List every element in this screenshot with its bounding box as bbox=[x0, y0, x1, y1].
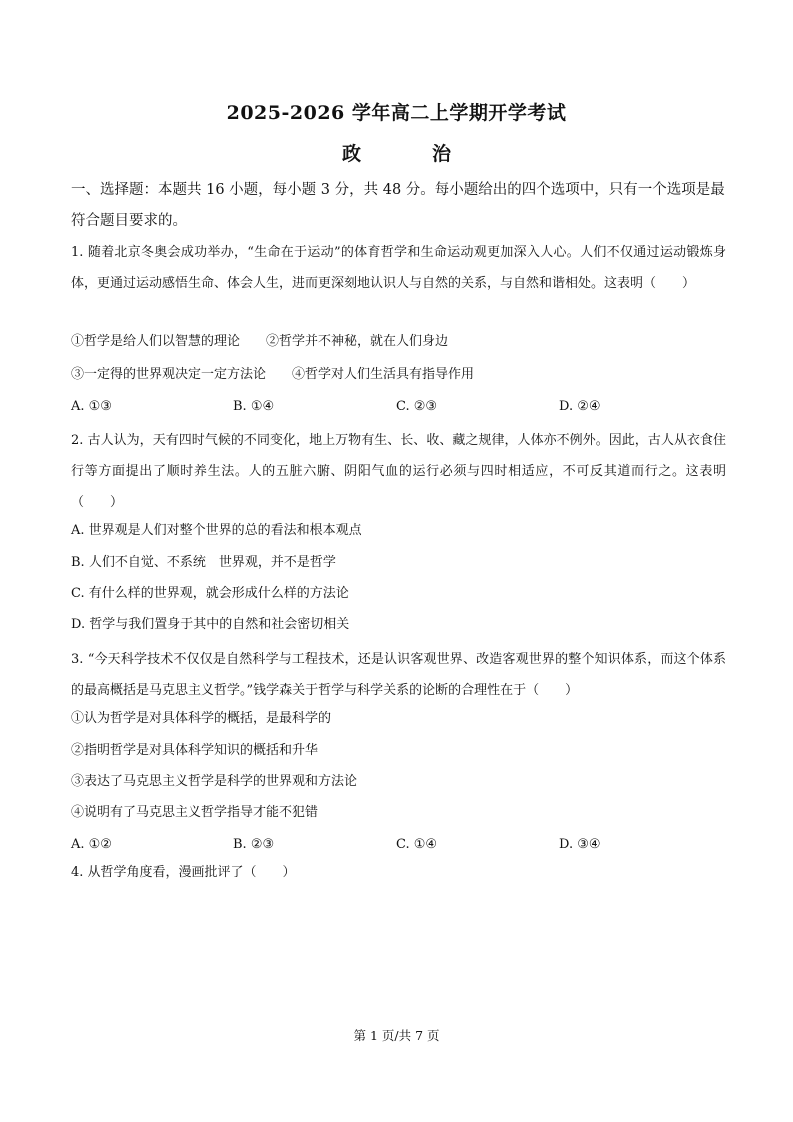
question-1-item-1: ①哲学是给人们以智慧的理论 ②哲学并不神秘，就在人们身边 bbox=[71, 334, 449, 349]
exam-title: 2025-2026 学年高二上学期开学考试 bbox=[226, 102, 567, 124]
question-1-item-2: ③一定得的世界观决定一定方法论 ④哲学对人们生活具有指导作用 bbox=[71, 367, 475, 382]
question-3-option-d: D. ③④ bbox=[559, 837, 601, 852]
question-2-option-a: A. 世界观是人们对整个世界的总的看法和根本观点 bbox=[71, 523, 362, 538]
page-number: 第 1 页/共 7 页 bbox=[353, 1028, 440, 1043]
question-2-stem: 2. 古人认为，天有四时气候的不同变化，地上万物有生、长、收、藏之规律，人体亦不例外。因此，古人从衣食住行等方面提出了顺时养生法。人的五脏六腑、阴阳气血的运行必须与四时相适应，不可反其道而行之。这表明（ ） bbox=[71, 433, 726, 510]
question-1-option-d: D. ②④ bbox=[559, 399, 601, 414]
question-2-option-d: D. 哲学与我们置身于其中的自然和社会密切相关 bbox=[71, 617, 350, 632]
question-2-option-b: B. 人们不自觉、不系统 世界观，并不是哲学 bbox=[71, 555, 336, 570]
exam-subject: 政 治 bbox=[341, 143, 477, 165]
question-1-option-a: A. ①③ bbox=[71, 399, 112, 414]
section-heading: 一、选择题：本题共 16 小题，每小题 3 分，共 48 分。每小题给出的四个选项中，只有一个选项是最符合题目要求的。 bbox=[71, 182, 725, 229]
question-1-option-b: B. ①④ bbox=[233, 399, 275, 414]
question-3-option-c: C. ①④ bbox=[396, 837, 438, 852]
question-4-stem: 4. 从哲学角度看，漫画批评了（ ） bbox=[71, 865, 296, 880]
question-2-option-c: C. 有什么样的世界观，就会形成什么样的方法论 bbox=[71, 586, 349, 601]
question-3-item-2: ②指明哲学是对具体科学知识的概括和升华 bbox=[71, 743, 319, 758]
question-1-option-c: C. ②③ bbox=[396, 399, 438, 414]
question-1-stem: 1. 随着北京冬奥会成功举办，“生命在于运动”的体育哲学和生命运动观更加深入人心。人们不仅通过运动锻炼身体，更通过运动感悟生命、体会人生，进而更深刻地认识人与自然的关系，与自然和谐相处。这表明（ ） bbox=[71, 245, 726, 291]
question-3-stem: 3. “今天科学技术不仅仅是自然科学与工程技术，还是认识客观世界、改造客观世界的整个知识体系，而这个体系的最高概括是马克思主义哲学。”钱学森关于哲学与科学关系的论断的合理性在于（ ） bbox=[71, 652, 726, 698]
question-3-item-3: ③表达了马克思主义哲学是科学的世界观和方法论 bbox=[71, 774, 358, 789]
question-3-option-a: A. ①② bbox=[71, 837, 112, 852]
question-3-item-4: ④说明有了马克思主义哲学指导才能不犯错 bbox=[71, 805, 319, 820]
question-3-option-b: B. ②③ bbox=[233, 837, 275, 852]
question-3-item-1: ①认为哲学是对具体科学的概括，是最科学的 bbox=[71, 711, 332, 726]
